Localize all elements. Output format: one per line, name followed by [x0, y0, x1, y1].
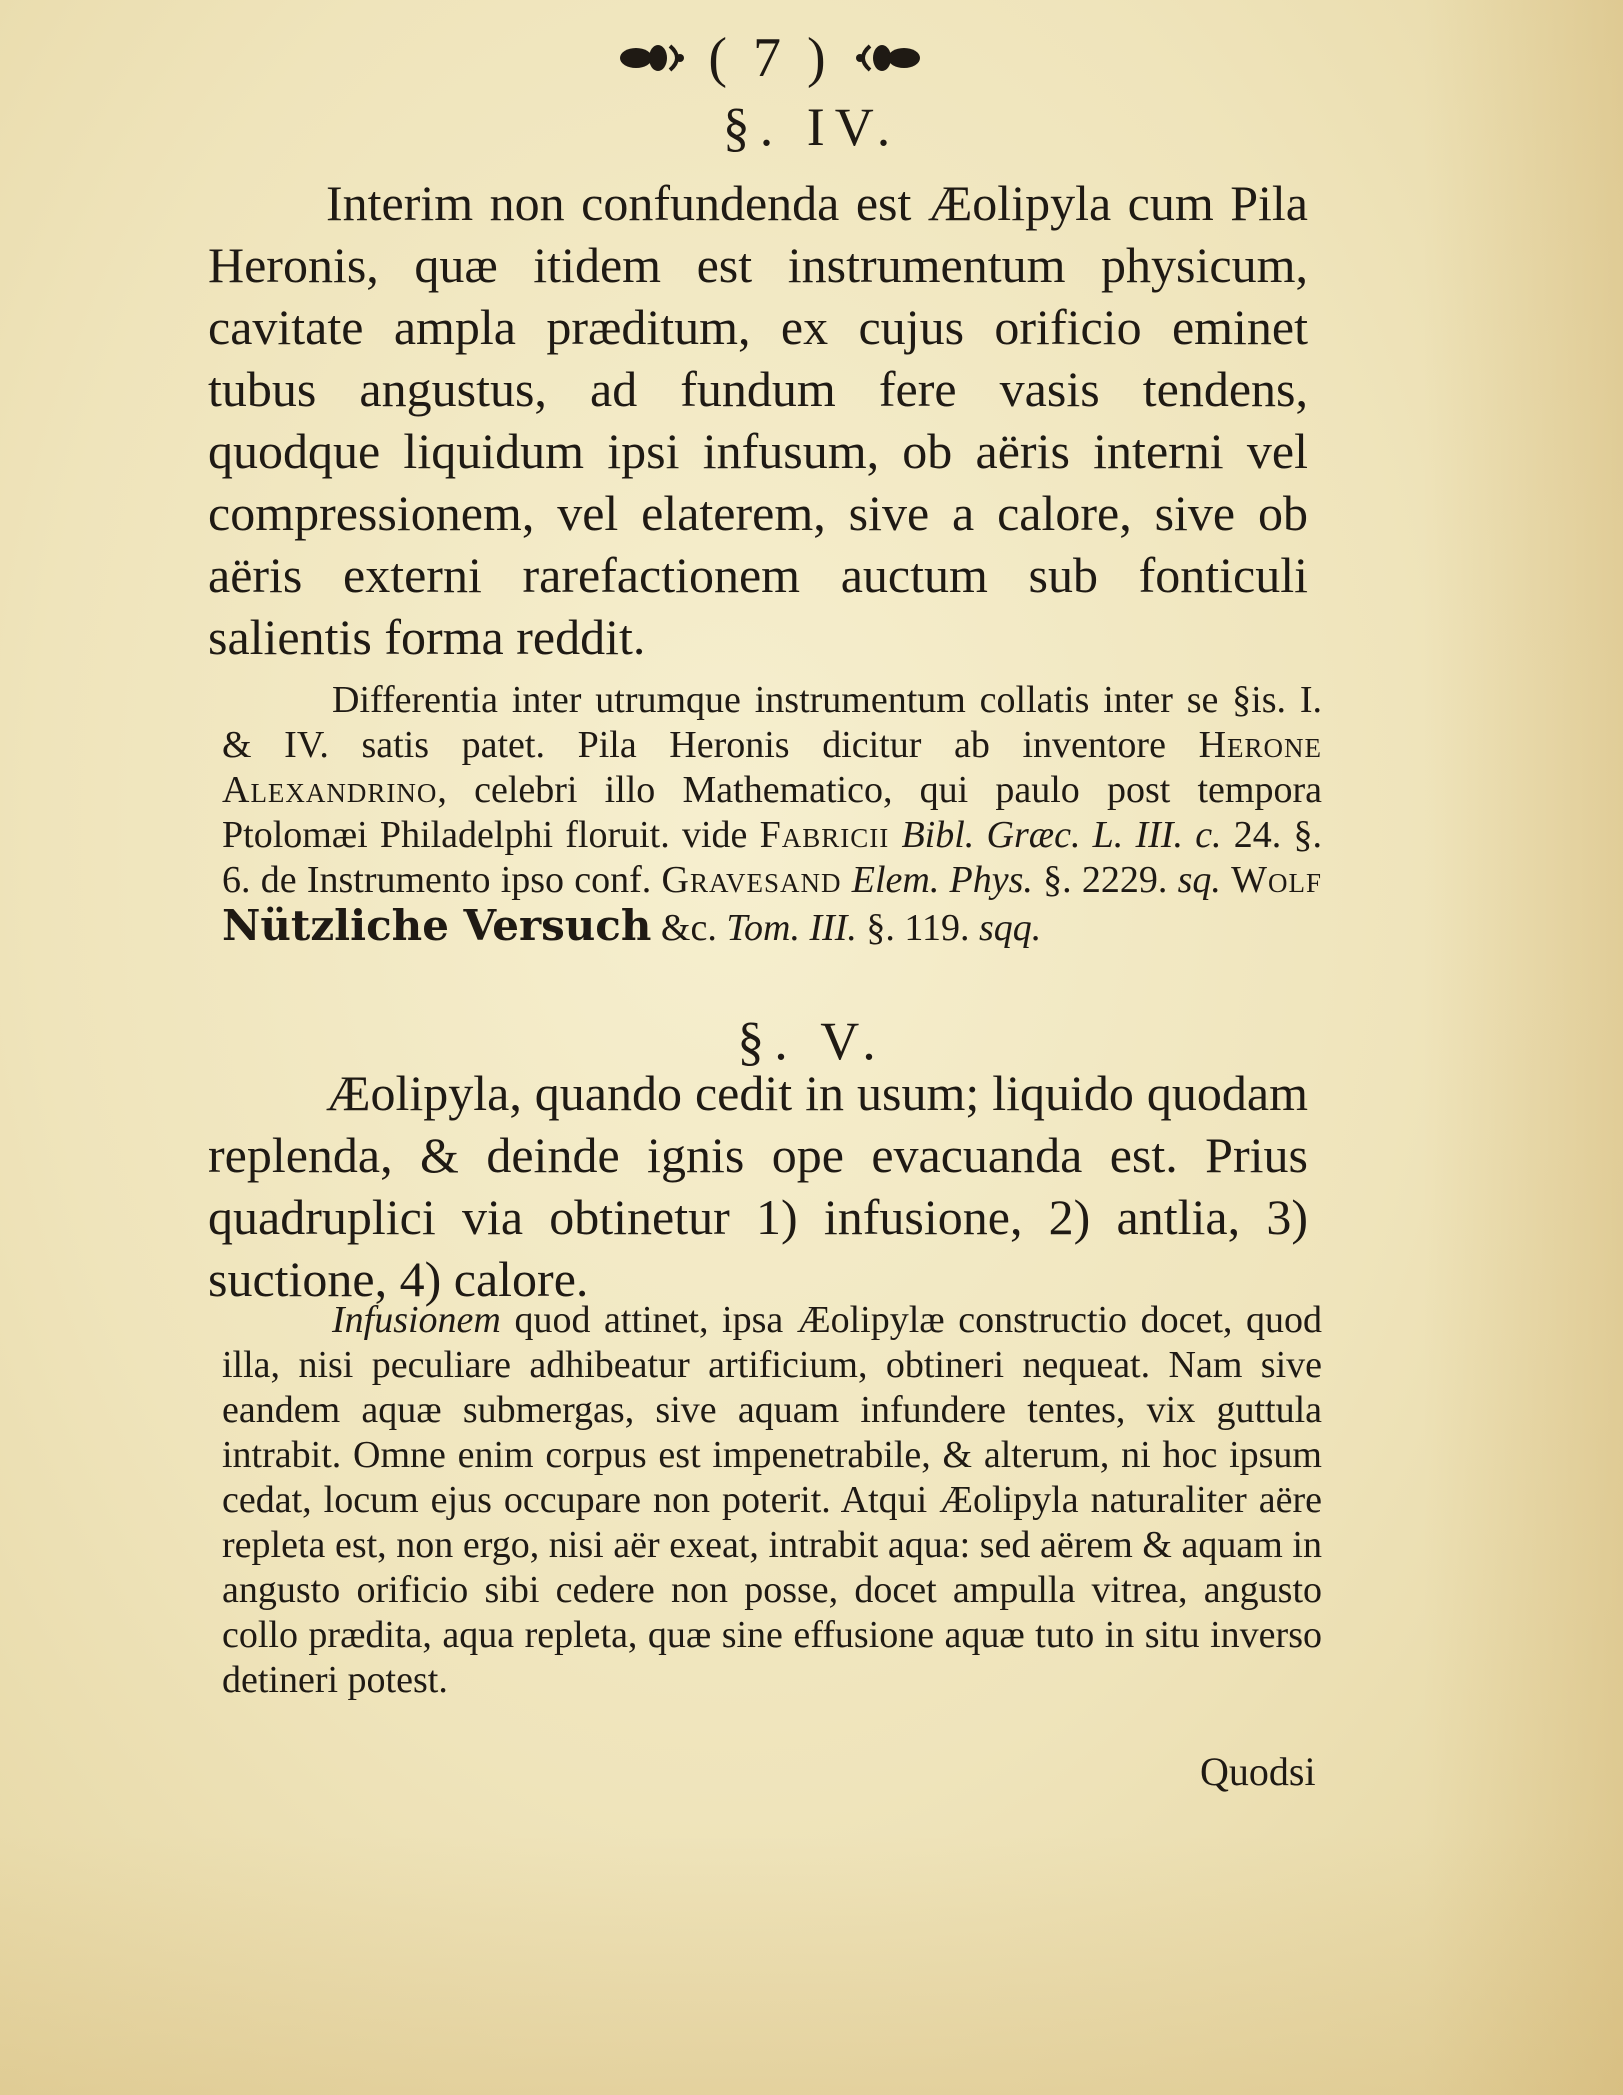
- right-ornament-icon: [846, 38, 926, 78]
- sqq-abbrev: sqq.: [979, 907, 1042, 949]
- note-text-4: §. 2229.: [1032, 859, 1178, 901]
- section-5-heading: §. V.: [737, 1011, 886, 1071]
- author-gravesand: Gravesand: [661, 859, 842, 901]
- sq-abbrev: sq.: [1177, 859, 1221, 901]
- author-fabricius: Fabricii: [759, 814, 890, 856]
- work-bibl-graec: Bibl. Græc. L. III. c.: [901, 814, 1222, 856]
- work-nutzliche-versuch: Nützliche Versuch: [222, 901, 652, 950]
- section-5-paragraph: Æolipyla, quando cedit in usum; liquido quodam replenda, & deinde ignis ope evacuanda est. Prius quadruplici via obtinetur 1) infusione, 2) antlia, 3) suctione, 4) calore.: [208, 1065, 1308, 1307]
- section-5-note-paragraph: [222, 1298, 1322, 1703]
- author-heron: Herone Alexandrino: [222, 724, 1322, 811]
- page-bottom-stain: [0, 1835, 1623, 2095]
- work-elem-phys: Elem. Phys.: [851, 859, 1033, 901]
- section-5-note: [222, 1298, 1322, 1703]
- section-4-note: [222, 678, 1322, 951]
- catchword: Quodsi: [1200, 1749, 1316, 1794]
- note-text-5: &c.: [651, 907, 727, 949]
- section-4-paragraph: Interim non confundenda est Æolipyla cum Pila Heronis, quæ itidem est instrumentum physicum, cavitate ampla præditum, ex cujus orificio eminet tubus angustus, ad fundum fere vasis tendens, quodque liquidum ipsi infusum, ob aëris interni vel compressionem, vel elaterem, sive a calore, sive ob aëris externi rarefactionem auctum sub fonticuli salientis forma reddit.: [208, 175, 1308, 665]
- section-4-body: [208, 172, 1308, 668]
- section-4-heading: §. IV.: [722, 97, 901, 157]
- note-text-1: Differentia inter utrumque instrumentum collatis inter se §is. I. & IV. satis patet. Pila Heronis dicitur ab inventore: [222, 679, 1322, 766]
- page-number: ( 7 ): [708, 27, 832, 89]
- author-wolf: Wolf: [1231, 859, 1323, 901]
- infusionem-term: Infusionem: [332, 1299, 501, 1341]
- section-5-note-text: quod attinet, ipsa Æolipylæ constructio docet, quod illa, nisi peculiare adhibeatur artificium, obtineri nequeat. Nam sive eandem aquæ submergas, sive aquam infundere tentes, vix guttula intrabit. Omne enim corpus est impenetrabile, & alterum, ni hoc ipsum cedat, locum ejus occupare non poterit. Atqui Æolipyla naturaliter aëre repleta est, non ergo, nisi aër exeat, intrabit aqua: sed aërem & aquam in angusto orificio sibi cedere non posse, docet ampulla vitrea, angusto collo prædita, aqua repleta, quæ sine effusione aquæ tuto in situ inverso detineri potest.: [222, 1299, 1322, 1701]
- tom-abbrev: Tom. III.: [726, 907, 857, 949]
- section-4-note-paragraph: [222, 678, 1322, 951]
- section-5-body: [208, 1062, 1308, 1310]
- note-text-3: 24. §. 6. de Instrumento ipso conf.: [222, 814, 1322, 901]
- note-text-6: §. 119.: [856, 907, 980, 949]
- page-header: [560, 18, 980, 98]
- note-text-2: , celebri illo Mathematico, qui paulo post tempora Ptolomæi Philadelphi floruit. vide: [222, 769, 1322, 856]
- left-ornament-icon: [614, 38, 694, 78]
